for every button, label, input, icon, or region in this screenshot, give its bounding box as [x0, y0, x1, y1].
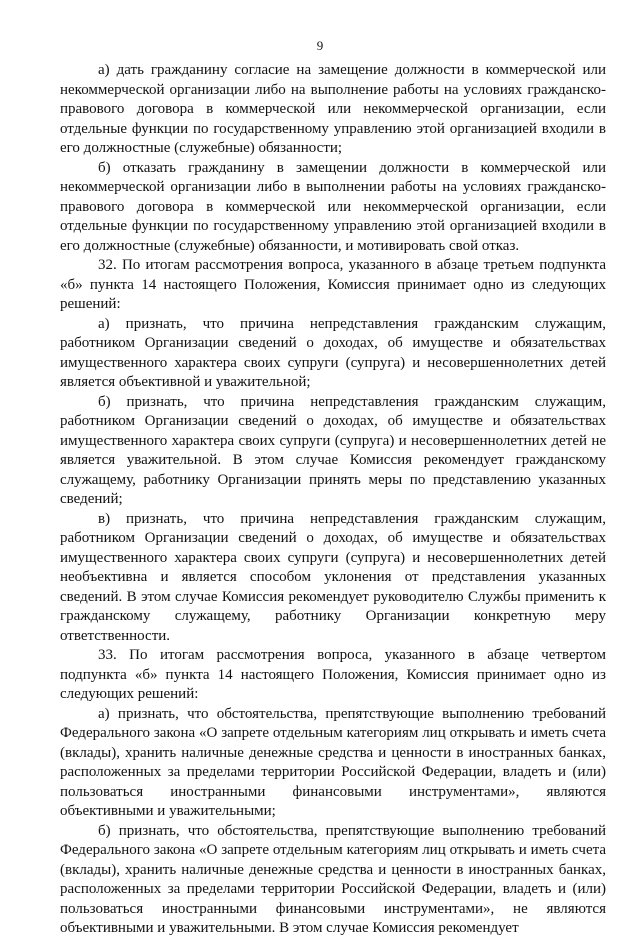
paragraph-clause-32: 32. По итогам рассмотрения вопроса, указанного в абзаце третьем подпункта «б» пункта 14 настоящего Положения, Комиссия принимает одно из следующих решений: — [60, 257, 606, 312]
paragraph-clause-33-b: б) признать, что обстоятельства, препятствующие выполнению требований Федерального закона «О запрете отдельным категориям лиц открывать и иметь счета (вклады), хранить наличные денежные средства и ценности в иностранных банках, расположенных за пределами территории Российской Федерации, владеть и (или) пользоваться иностранными финансовыми инструментами», не являются объективными и уважительными. В этом случае Комиссия рекомендует — [60, 822, 606, 936]
paragraph-clause-33: 33. По итогам рассмотрения вопроса, указанного в абзаце четвертом подпункта «б» пункта 14 настоящего Положения, Комиссия принимает одно из следующих решений: — [60, 647, 606, 702]
page-number: 9 — [316, 38, 324, 53]
paragraph-clause-33-a: а) признать, что обстоятельства, препятствующие выполнению требований Федерального закона «О запрете отдельным категориям лиц открывать и иметь счета (вклады), хранить наличные денежные средства и ценности в иностранных банках, расположенных за пределами территории Российской Федерации, владеть и (или) пользоваться иностранными финансовыми инструментами», являются объективными и уважительными; — [60, 705, 606, 819]
paragraph-clause-32-c: в) признать, что причина непредставления гражданским служащим, работником Организации сведений о доходах, об имуществе и обязательствах имущественного характера своих супруги (супруга) и несовершеннолетних детей необъективна и является способом уклонения от представления указанных сведений. В этом случае Комиссия рекомендует руководителю Службы применить к гражданскому служащему, работнику Организации конкретную меру ответственности. — [60, 510, 606, 644]
paragraph-item-b-refusal: б) отказать гражданину в замещении должности в коммерческой или некоммерческой организации либо в выполнении работы на условиях гражданско-правового договора в коммерческой или некоммерческой организации, если отдельные функции по государственному управлению этой организацией входили в его должностные (служебные) обязанности, и мотивировать свой отказ. — [60, 159, 606, 254]
paragraph-item-a-consent: а) дать гражданину согласие на замещение должности в коммерческой или некоммерческой организации либо на выполнение работы на условиях гражданско-правового договора в коммерческой или некоммерческой организации, если отдельные функции по государственному управлению этой организацией входили в его должностные (служебные) обязанности; — [60, 62, 606, 156]
paragraph-clause-32-b: б) признать, что причина непредставления гражданским служащим, работником Организации сведений о доходах, об имуществе и обязательствах имущественного характера своих супруги (супруга) и несовершеннолетних детей не является уважительной. В этом случае Комиссия рекомендует гражданскому служащему, работнику Организации принять меры по представлению указанных сведений; — [60, 393, 606, 507]
document-body — [60, 61, 606, 939]
paragraph-clause-32-a: а) признать, что причина непредставления гражданским служащим, работником Организации сведений о доходах, об имуществе и обязательствах имущественного характера своих супруги (супруга) и несовершеннолетних детей является объективной и уважительной; — [60, 315, 606, 390]
